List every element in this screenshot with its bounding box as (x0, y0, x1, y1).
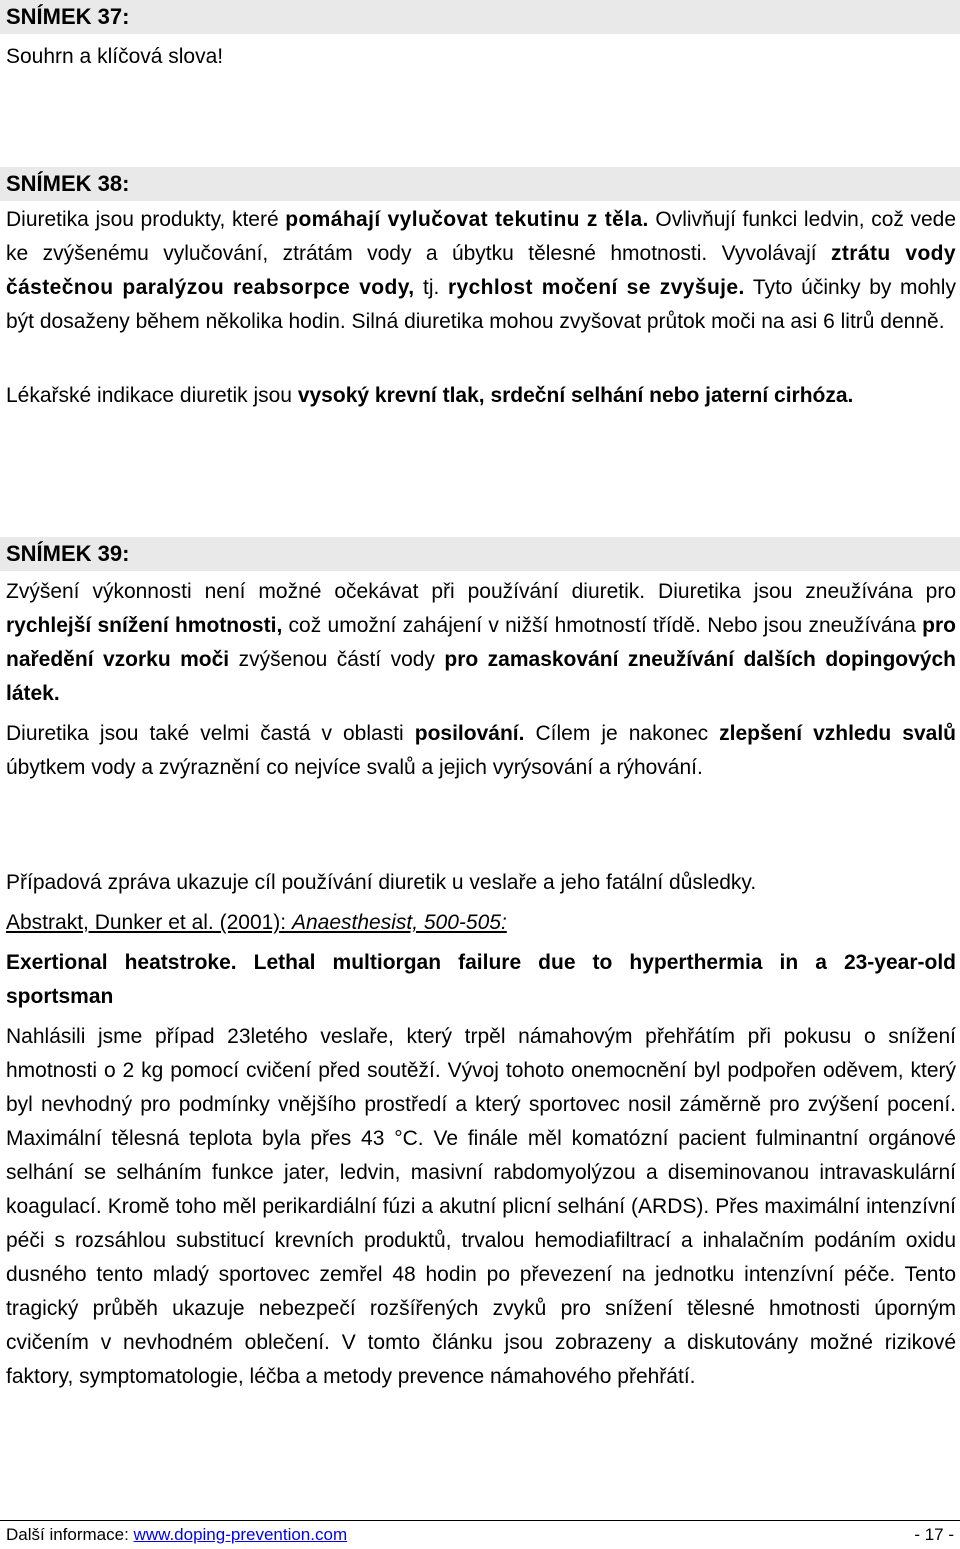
footer-divider (0, 1520, 960, 1521)
emphasized-text: pro naředění vzorku moči (6, 614, 956, 671)
text-run: Tyto účinky by mohly být dosaženy během několika hodin. Silná diuretika mohou zvyšovat průtok moči na asi 6 litrů denně. (6, 276, 956, 333)
emphasized-text: zlepšení vzhledu svalů (719, 722, 956, 745)
article-title: Exertional heatstroke. Lethal multiorgan failure due to hyperthermia in a 23-year-old sportsman (6, 951, 956, 1008)
snimek-37-text: Souhrn a klíčová slova! (6, 45, 224, 68)
emphasized-text: rychlejší snížení hmotnosti, (6, 614, 283, 637)
snimek-39-paragraph-2 (6, 717, 956, 785)
text-run: což umožní zahájení v nižší hmotností třídě. Nebo jsou zneužívána (282, 614, 923, 637)
text-run: zvýšenou částí vody (229, 648, 445, 671)
text-run: Cílem je nakonec (524, 722, 720, 745)
text-run: Zvýšení výkonnosti není možné očekávat při používání diuretik. Diuretika jsou zneužívána pro (6, 580, 956, 603)
emphasized-text: pro zamaskování zneužívání dalších dopingových látek. (6, 648, 956, 705)
footer-label: Další informace: (6, 1525, 134, 1544)
emphasized-text: posilování. (414, 722, 525, 745)
heading-snimek-37: SNÍMEK 37: (0, 0, 960, 34)
text-run: tj. (414, 276, 448, 299)
text-run: úbytkem vody a zvýraznění co nejvíce svalů a jejich vyrýsování a rýhování. (6, 756, 703, 779)
reference-journal: Anaesthesist, 500-505: (291, 911, 507, 934)
article-abstract: Nahlásili jsme případ 23letého veslaře, který trpěl námahovým přehřátím při pokusu o snížení hmotnosti o 2 kg pomocí cvičení před soutěží. Vývoj tohoto onemocnění byl podpořen oděvem, který byl nevhodný pro podmínky vnějšího prostředí a který sportovec nosil záměrně pro zvýšení pocení. Maximální tělesná teplota byla přes 43 °C. Ve finále měl komatózní pacient fulminantní orgánové selhání se selháním funkce jater, ledvin, masivní rabdomyolýzou a diseminovanou intravaskulární koagulací. Kromě toho měl perikardiální fúzi a akutní plicní selhání (ARDS). Přes maximální intenzívní péči s rozsáhlou substitucí krevních produktů, trvalou hemodiafiltrací a inhalačním podáním oxidu dusného tento mladý sportovec zemřel 48 hodin po převezení na jednotku intenzívní péče. Tento tragický průběh ukazuje nebezpečí rozšířených zvyků pro snížení tělesné hmotnosti úporným cvičením v nevhodném oblečení. V tomto článku jsou zobrazeny a diskutovány možné rizikové faktory, symptomatologie, léčba a metody prevence námahového přehřátí. (6, 1025, 956, 1388)
snimek-38-paragraph-2 (6, 379, 956, 413)
page-number: - 17 - (914, 1525, 954, 1544)
emphasized-text: ztrátu vody částečnou paralýzou reabsorpce vody, (6, 242, 956, 299)
text-run: Ovlivňují funkci ledvin, což vede ke zvýšenému vylučování, ztrátám vody a úbytku tělesné hmotnosti. Vyvolávají (6, 208, 956, 265)
reference-authors: Abstrakt, Dunker et al. (2001): (6, 911, 292, 934)
article-reference (6, 906, 507, 940)
text-run: Diuretika jsou také velmi častá v oblasti (6, 722, 415, 745)
text-run: Diuretika jsou produkty, které (6, 208, 286, 231)
heading-snimek-39: SNÍMEK 39: (0, 537, 960, 571)
snimek-38-paragraph-1 (6, 203, 956, 339)
text-run: Lékařské indikace diuretik jsou (6, 384, 298, 407)
snimek-39-paragraph-1 (6, 575, 956, 711)
emphasized-text: pomáhají vylučovat tekutinu z těla. (285, 208, 649, 231)
emphasized-text: vysoký krevní tlak, srdeční selhání nebo jaterní cirhóza. (297, 384, 854, 407)
heading-snimek-38: SNÍMEK 38: (0, 167, 960, 201)
footer-info (6, 1524, 347, 1546)
case-report-intro: Případová zpráva ukazuje cíl používání diuretik u veslaře a jeho fatální důsledky. (6, 871, 757, 894)
emphasized-text: rychlost močení se zvyšuje. (447, 276, 745, 299)
footer-website-link[interactable]: www.doping-prevention.com (133, 1525, 348, 1544)
